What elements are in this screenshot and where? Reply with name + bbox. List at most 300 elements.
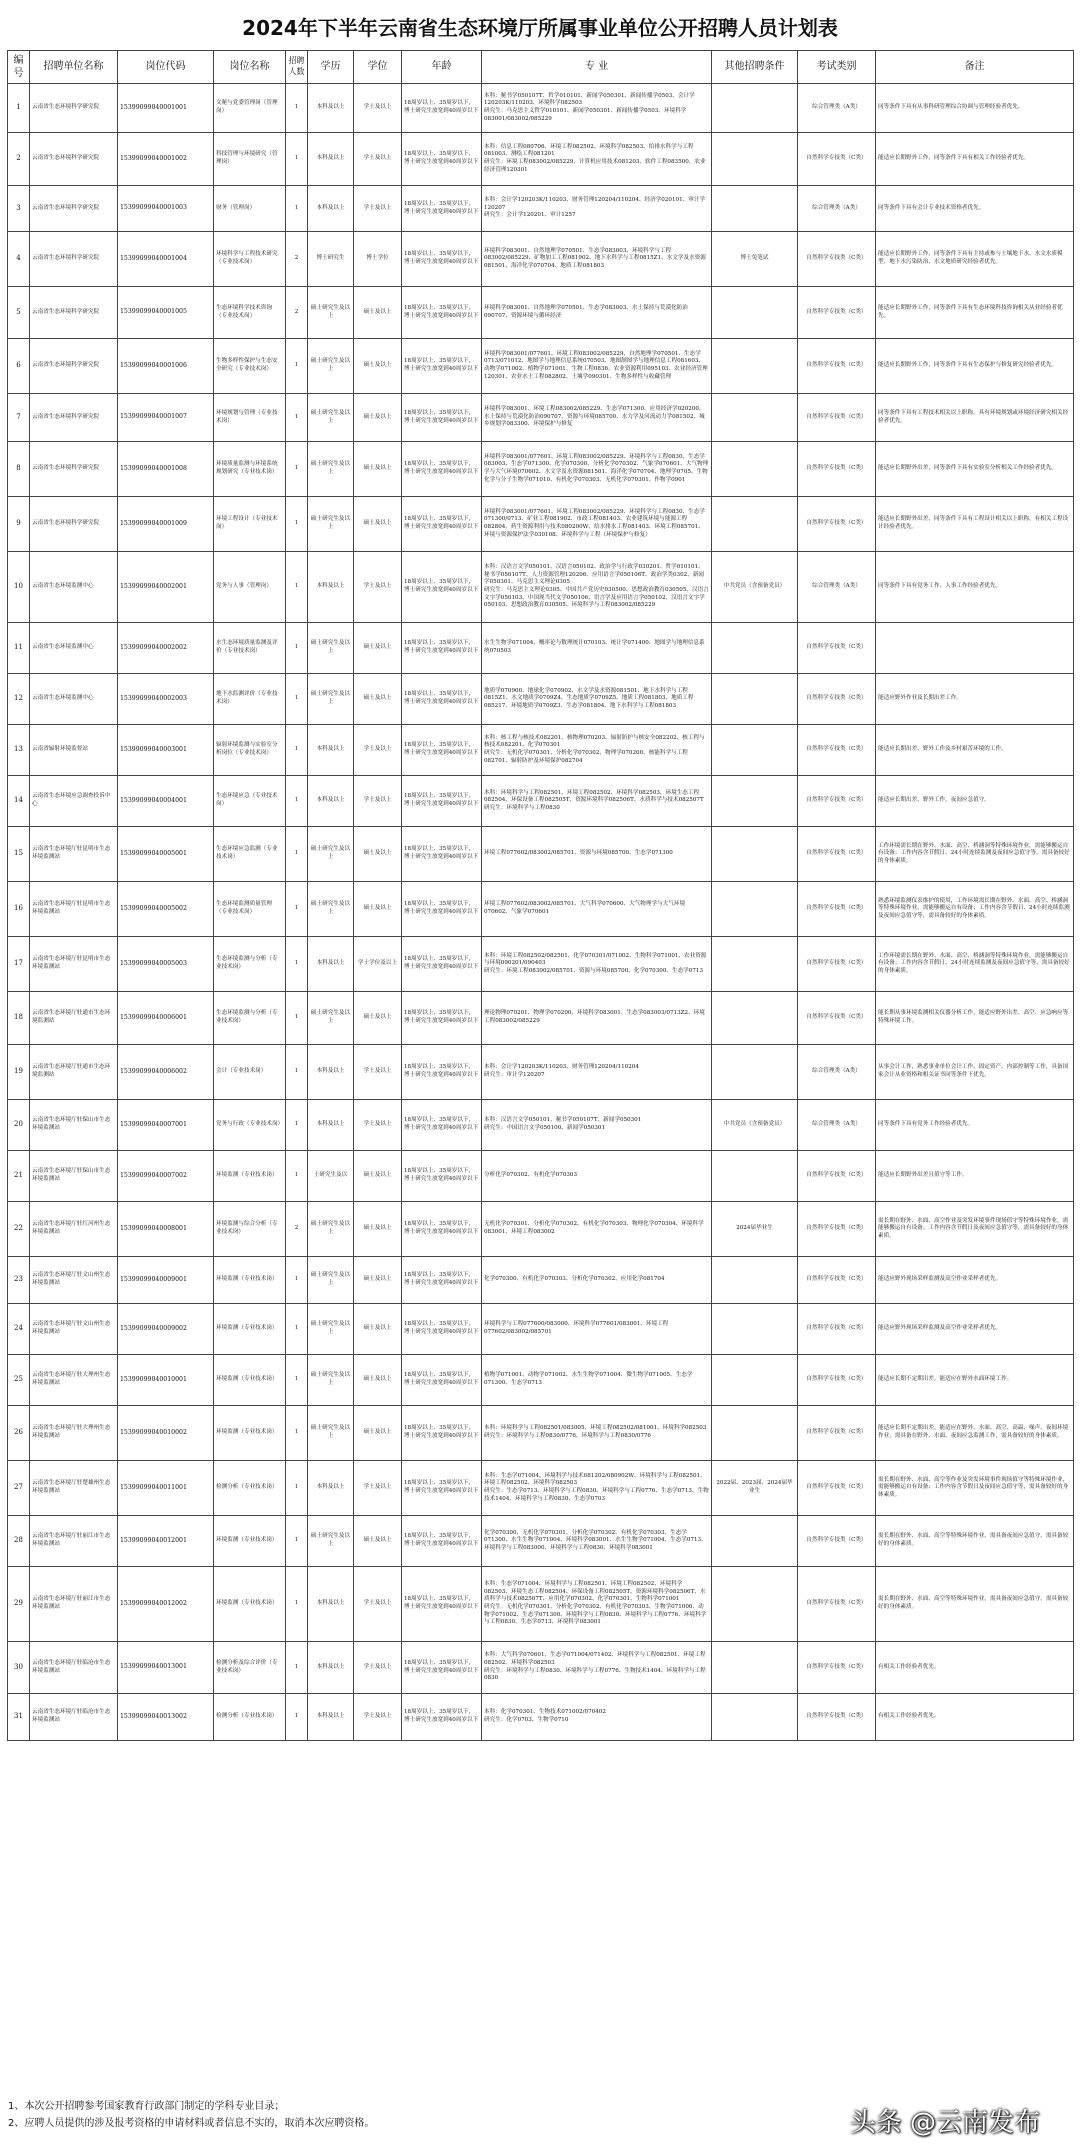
- table-row: [8, 133, 1074, 186]
- header-no: 编号: [8, 51, 30, 84]
- cell-deg: 学士及以上: [354, 1100, 402, 1151]
- cell-no: 23: [8, 1257, 30, 1304]
- cell-exam: 自然科学专技类（C类）: [798, 1151, 876, 1202]
- cell-deg: 硕士及以上: [354, 623, 402, 674]
- cell-age: 18周岁以上、35周岁以下，博士研究生放宽到40周岁以下: [402, 1257, 482, 1304]
- cell-code: 15399099040001005: [118, 287, 214, 339]
- cell-major: 本科：环境科学与工程082501/083005、环境工程082502/081001、环境科学082503 研究生：环境科学与工程0830/0776、环境科学与工程0830/0776: [482, 1406, 712, 1461]
- cell-edu: 本科及以上: [308, 1100, 354, 1151]
- cell-other: [712, 84, 798, 133]
- cell-major: 环境科学083001/077601、环境工程083002/085229、环境科学与工程0830、生态学071300/0713、矿业工程081902、市政工程081403、农业建筑环境与能源工程082804、药生资源利用与技术080200W、给水排水工程081403、环境工程085701、环境与资源保护法学030108、环境科学与工程（环境保护与修复）: [482, 497, 712, 552]
- cell-edu: 硕士研究生及以上: [308, 1516, 354, 1567]
- cell-unit: 云南省生态环境监测中心: [30, 674, 118, 725]
- cell-note: 能适应长期野外工作，同等条件下具有相关工作经验者优先。: [876, 133, 1074, 186]
- cell-code: 15399099040010001: [118, 1355, 214, 1406]
- cell-deg: 硕士及以上: [354, 992, 402, 1045]
- cell-age: 18周岁以上、35周岁以下，博士研究生放宽到40周岁以下: [402, 1694, 482, 1741]
- watermark: 头条 @云南发布: [849, 2108, 1040, 2138]
- cell-note: 需长期在野外、水面、高空等特殊环境作业，需具备夜间应急值守，需具备较好的身体素质。: [876, 1567, 1074, 1642]
- cell-post: 环境监测（专业技术岗）: [214, 1355, 286, 1406]
- cell-deg: 学士及以上: [354, 84, 402, 133]
- cell-edu: 本科及以上: [308, 725, 354, 776]
- cell-num: 1: [286, 1100, 308, 1151]
- cell-major: 地质学070900、地球化学070902、水文学及水资源081501、地下水科学与工程0815Z1、水文地质学0709Z4、生态地质学0709Z5、地质工程081803、地质工程085217、环境地质学0709Z3、生态学081804、地下水科学与工程081803: [482, 674, 712, 725]
- cell-note: 能适应长期出差、野外工作，夜间应急值守。: [876, 776, 1074, 827]
- cell-num: 1: [286, 133, 308, 186]
- cell-edu: 本科及以上: [308, 1694, 354, 1741]
- table-row: [8, 827, 1074, 882]
- cell-age: 18周岁以上、35周岁以下，博士研究生放宽到40周岁以下: [402, 1642, 482, 1694]
- cell-note: 同等条件下具有党务工作、人事工作经验者优先。: [876, 552, 1074, 623]
- cell-deg: 学士及以上: [354, 725, 402, 776]
- table-row: [8, 1045, 1074, 1100]
- cell-post: 生态环境应急（专业技术岗）: [214, 776, 286, 827]
- cell-post: 环境监测（专业技术岗）: [214, 1151, 286, 1202]
- cell-num: 1: [286, 1151, 308, 1202]
- cell-exam: 综合管理类（A类）: [798, 1045, 876, 1100]
- cell-no: 5: [8, 287, 30, 339]
- cell-major: 本科：汉语言文学050101、秘书学050107T、新闻学050301 研究生：中国语言文学050100、新闻学050301: [482, 1100, 712, 1151]
- cell-no: 17: [8, 937, 30, 992]
- cell-note: 需长期在野外、水面、高空等特殊环境作业，需具备夜间应急值守，需具备较好的身体素质。: [876, 1516, 1074, 1567]
- cell-major: 本科：生态学071004、环境科学与工程082501、环境工程082502、环境科学082503、环境生态工程082504、环保设备工程082505T、资源环境科学082506T、水质科学与技术082507T、应用化学070302、化学070301、生物科学071001 研究生：无机化学070301、分析化学070302、有机化学070303、生物学071000、动物学071002、生态学071300、环境科学与工程0830、环境科学与工程0776、环境科学与工程0830、生态学0713、环境科学083001: [482, 1567, 712, 1642]
- cell-age: 18周岁以上、35周岁以下，博士研究生放宽到40周岁以下: [402, 1461, 482, 1516]
- cell-other: 中共党员（含预备党员）: [712, 552, 798, 623]
- header-unit: 招聘单位名称: [30, 51, 118, 84]
- table-row: [8, 287, 1074, 339]
- cell-post: 检测分析（专业技术岗）: [214, 1694, 286, 1741]
- cell-post: 环境监测（专业技术岗）: [214, 1516, 286, 1567]
- cell-deg: 硕士及以上: [354, 1202, 402, 1257]
- cell-deg: 硕士及以上: [354, 1257, 402, 1304]
- cell-major: 本科：会计学120203K/110203、财务管理120204/110204、经济学020101、审计学120207 研究生：会计学120201、审计1257: [482, 186, 712, 232]
- cell-note: 同等条件下具有工程技术相关以上职称，具有环境规划或环境经济研究相关经验者优先。: [876, 394, 1074, 442]
- cell-age: 18周岁以上、35周岁以下，博士研究生放宽到40周岁以下: [402, 1304, 482, 1355]
- cell-num: 1: [286, 1694, 308, 1741]
- cell-note: 能适应长期野外工作，同等条件下具有生态保护与修复研究经验者优先。: [876, 339, 1074, 394]
- cell-note: [876, 623, 1074, 674]
- cell-code: 15399099040006002: [118, 1045, 214, 1100]
- cell-other: [712, 1406, 798, 1461]
- cell-code: 15399099040001006: [118, 339, 214, 394]
- cell-deg: 硕士及以上: [354, 882, 402, 937]
- cell-code: 15399099040011001: [118, 1461, 214, 1516]
- cell-unit: 云南省生态环境科学研究院: [30, 84, 118, 133]
- cell-deg: 硕士及以上: [354, 394, 402, 442]
- cell-exam: 自然科学专技类（C类）: [798, 133, 876, 186]
- cell-post: 检测分析（专业技术岗）: [214, 1461, 286, 1516]
- cell-num: 1: [286, 552, 308, 623]
- cell-age: 18周岁以上、35周岁以下，博士研究生放宽到40周岁以下: [402, 1355, 482, 1406]
- cell-no: 13: [8, 725, 30, 776]
- cell-post: 生态环境监测与分析（专业技术岗）: [214, 937, 286, 992]
- cell-post: 党务与人事（管理岗）: [214, 552, 286, 623]
- cell-other: [712, 1516, 798, 1567]
- cell-major: 本科：化学070301、生物技术071002/070402 研究生：化学0703、生物学0710: [482, 1694, 712, 1741]
- cell-other: [712, 1642, 798, 1694]
- cell-exam: 自然科学专技类（C类）: [798, 827, 876, 882]
- cell-deg: 学士及以上: [354, 552, 402, 623]
- table-header-row: [8, 51, 1074, 84]
- cell-edu: 硕士研究生及以上: [308, 1257, 354, 1304]
- cell-other: [712, 882, 798, 937]
- cell-age: 18周岁以上、35周岁以下，博士研究生放宽到40周岁以下: [402, 1045, 482, 1100]
- cell-exam: 自然科学专技类（C类）: [798, 882, 876, 937]
- cell-other: [712, 623, 798, 674]
- header-exam: 考试类别: [798, 51, 876, 84]
- cell-deg: 硕士及以上: [354, 442, 402, 497]
- cell-edu: 本科及以上: [308, 1642, 354, 1694]
- cell-deg: 博士学位: [354, 232, 402, 287]
- cell-other: [712, 339, 798, 394]
- cell-major: 本科：环境科学与工程082501、环境工程082502、环境科学082503、环境生态工程082504、环保设备工程082505T、资源环境科学082506T、水质科学与技术082507T 研究生：环境科学与工程0830: [482, 776, 712, 827]
- cell-unit: 云南省生态环境科学研究院: [30, 133, 118, 186]
- cell-note: 能长期从事环境监测相关仪器分析工作，能适应野外出差、高空、应急响应等特殊环境工作。: [876, 992, 1074, 1045]
- cell-age: 18周岁以上、35周岁以下，博士研究生放宽到40周岁以下: [402, 937, 482, 992]
- cell-no: 10: [8, 552, 30, 623]
- header-note: 备注: [876, 51, 1074, 84]
- cell-no: 7: [8, 394, 30, 442]
- cell-post: 生态环境监测质量管理（专业技术岗）: [214, 882, 286, 937]
- cell-other: [712, 1304, 798, 1355]
- cell-note: 能适应长期不定期出差，能适应在野外、水面、高空、高温、噪声、夜间环境作业，需具备在野外、水面、夜间应急监测工作，需具备较好的身体素质。: [876, 1406, 1074, 1461]
- table-row: [8, 442, 1074, 497]
- cell-post: 环境质量监测与环境系统规划研究（专业技术岗）: [214, 442, 286, 497]
- cell-no: 26: [8, 1406, 30, 1461]
- cell-edu: 本科及以上: [308, 1567, 354, 1642]
- cell-major: 本科：生态学071004、环境科学与技术081202/080902W、环境科学与工程082501、环境工程082502、环境科学082503 研究生：生态学0713、环境科学与工程0830、环境科学与工程0776、生态学0713、生物技术1404、环境科学与工程0830、生态学0703: [482, 1461, 712, 1516]
- cell-exam: 自然科学专技类（C类）: [798, 1406, 876, 1461]
- cell-edu: 硕士研究生及以上: [308, 1202, 354, 1257]
- header-age: 年龄: [402, 51, 482, 84]
- table-row: [8, 1202, 1074, 1257]
- cell-note: 能适应长期野外出差，同等条件下具有工程设计相关以上职称，有相关工程设计经验者优先。: [876, 497, 1074, 552]
- cell-deg: 硕士及以上: [354, 339, 402, 394]
- cell-edu: 士研究生及以: [308, 1151, 354, 1202]
- cell-other: [712, 1045, 798, 1100]
- cell-num: 1: [286, 1567, 308, 1642]
- table-row: [8, 1151, 1074, 1202]
- cell-code: 15399099040001001: [118, 84, 214, 133]
- cell-major: 理论物理070201、物理学070200、环境科学083001、生态学083003/0713Z2、环境工程083002/085229: [482, 992, 712, 1045]
- cell-edu: 本科及以上: [308, 1045, 354, 1100]
- table-row: [8, 992, 1074, 1045]
- cell-note: 有相关工作经验者优先。: [876, 1642, 1074, 1694]
- table-row: [8, 394, 1074, 442]
- cell-post: 检测分析及综合评价（专业技术岗）: [214, 1642, 286, 1694]
- cell-deg: 硕士及以上: [354, 1151, 402, 1202]
- cell-note: 能适应长期野外出差且值守等工作。: [876, 1151, 1074, 1202]
- header-edu: 学历: [308, 51, 354, 84]
- cell-age: 18周岁以上、35周岁以下，博士研究生放宽到40周岁以下: [402, 287, 482, 339]
- cell-unit: 云南省生态环境科学研究院: [30, 232, 118, 287]
- cell-age: 18周岁以上、35周岁以下，博士研究生放宽到40周岁以下: [402, 776, 482, 827]
- cell-note: 工作环境需长期在野外、水面、高空、桥涵洞等特殊环境作业，需能够搬运自有设备；工作内容含节假日、24小时连续监测及夜间应急值守等，需具备较好的身体素质。: [876, 827, 1074, 882]
- cell-num: 1: [286, 442, 308, 497]
- cell-num: 1: [286, 827, 308, 882]
- cell-major: 环境科学083001、环境工程083002/085229、生态学071300、应用经济学020200、水土保持与荒漠化防治090707、资源与环境085700、水力学及河流动力学081502、城乡规划学083300、环境保护与修复: [482, 394, 712, 442]
- cell-post: 生态环境应急监测（专业技术岗）: [214, 827, 286, 882]
- cell-unit: 云南省生态环境科学研究院: [30, 497, 118, 552]
- cell-major: 本科：信息工程080706、环境工程082502、环境科学082503、给排水科学与工程081003、测绘工程081201 研究生：环境工程083002/085229、计算机应用技术081203、软件工程083500、农业经济管理120301: [482, 133, 712, 186]
- cell-major: 本科：核工程与核技术082201、核物理070203、辐射防护与核安全082202、核工程与核技术082201、化学070301 研究生：无机化学070301、分析化学070302、物理学070200、核能科学与工程082701、辐射防护及环境保护082704: [482, 725, 712, 776]
- table-row: [8, 1304, 1074, 1355]
- cell-code: 15399099040009002: [118, 1304, 214, 1355]
- table-row: [8, 339, 1074, 394]
- cell-note: 从事会计工作，熟悉事业单位会计工作、固定资产、内部控制等工作，具备国家会计从业资格和相关证书同等条件下优先。: [876, 1045, 1074, 1100]
- cell-note: 工作环境需长期在野外、水面、高空、桥涵洞等特殊环境作业，需能够搬运自有设备；工作内容含节假日、24小时连续监测及夜间应急值守等，需具备较好的身体素质。: [876, 937, 1074, 992]
- cell-major: 化学070300、无机化学070301、分析化学070302、有机化学070303、生态学071300、水生生物学071004、环境科学083001、水生生物学071004、生态学0713、环境科学与工程083000、环境科学与工程0830、环境科学083001: [482, 1516, 712, 1567]
- cell-deg: 硕士及以上: [354, 1406, 402, 1461]
- cell-no: 11: [8, 623, 30, 674]
- cell-age: 18周岁以上、35周岁以下，博士研究生放宽到40周岁以下: [402, 84, 482, 133]
- header-num: 招聘人数: [286, 51, 308, 84]
- cell-code: 15399099040005003: [118, 937, 214, 992]
- cell-edu: 硕士研究生及以上: [308, 497, 354, 552]
- cell-num: 1: [286, 623, 308, 674]
- cell-no: 8: [8, 442, 30, 497]
- cell-code: 15399099040009001: [118, 1257, 214, 1304]
- cell-code: 15399099040001007: [118, 394, 214, 442]
- cell-unit: 云南省生态环境科学研究院: [30, 186, 118, 232]
- cell-note: 需长期在野外、水面、高空作业及突发环境事件现场值守等特殊环境作业，需能够搬运自有设备；工作内容含节假日及夜间应急值守等，需具备较好的身体素质。: [876, 1202, 1074, 1257]
- cell-other: [712, 1355, 798, 1406]
- cell-num: 2: [286, 287, 308, 339]
- cell-other: [712, 1257, 798, 1304]
- cell-num: 1: [286, 339, 308, 394]
- cell-no: 29: [8, 1567, 30, 1642]
- cell-exam: 自然科学专技类（C类）: [798, 725, 876, 776]
- cell-deg: 硕士及以上: [354, 674, 402, 725]
- cell-age: 18周岁以上、35周岁以下，博士研究生放宽到40周岁以下: [402, 725, 482, 776]
- header-major: 专 业: [482, 51, 712, 84]
- cell-other: [712, 1151, 798, 1202]
- cell-exam: 自然科学专技类（C类）: [798, 339, 876, 394]
- cell-num: 1: [286, 725, 308, 776]
- cell-unit: 云南省生态环境厅驻保山市生态环境监测站: [30, 1100, 118, 1151]
- cell-code: 15399099040002002: [118, 623, 214, 674]
- table-row: [8, 232, 1074, 287]
- cell-exam: 自然科学专技类（C类）: [798, 623, 876, 674]
- cell-code: 15399099040012002: [118, 1567, 214, 1642]
- table-row: [8, 937, 1074, 992]
- table-row: [8, 1406, 1074, 1461]
- cell-num: 1: [286, 1406, 308, 1461]
- table-row: [8, 623, 1074, 674]
- table-row: [8, 882, 1074, 937]
- cell-exam: 自然科学专技类（C类）: [798, 1461, 876, 1516]
- cell-note: 同等条件下具有从事科研管理综合协调与管理经验者优先。: [876, 84, 1074, 133]
- cell-no: 12: [8, 674, 30, 725]
- cell-post: 辐射环境监测与实验室分析岗位（专业技术岗）: [214, 725, 286, 776]
- cell-deg: 学士及以上: [354, 1567, 402, 1642]
- cell-age: 18周岁以上、35周岁以下，博士研究生放宽到40周岁以下: [402, 497, 482, 552]
- cell-exam: 自然科学专技类（C类）: [798, 1202, 876, 1257]
- cell-num: 1: [286, 992, 308, 1045]
- table-row: [8, 186, 1074, 232]
- cell-no: 4: [8, 232, 30, 287]
- table-row: [8, 1461, 1074, 1516]
- cell-unit: 云南省生态环境厅驻红河州生态环境监测站: [30, 1202, 118, 1257]
- table-row: [8, 776, 1074, 827]
- cell-age: 18周岁以上、35周岁以下，博士研究生放宽到40周岁以下: [402, 552, 482, 623]
- header-deg: 学位: [354, 51, 402, 84]
- cell-exam: 自然科学专技类（C类）: [798, 1304, 876, 1355]
- cell-major: 环境科学083001/077601、环境工程083002/085229、环境科学与工程0830、生态学083003、生态学071300、化学070300、分析化学070302、气象学070601、大气物理学与大气环境070602、水文学及水资源081501、海洋化学070704、地理学0705、生物化学与分子生物学071010、有机化学070303、无机化学070301、作物学0901: [482, 442, 712, 497]
- cell-num: 1: [286, 1257, 308, 1304]
- cell-age: 18周岁以上、35周岁以下，博士研究生放宽到40周岁以下: [402, 992, 482, 1045]
- cell-no: 30: [8, 1642, 30, 1694]
- cell-code: 15399099040013001: [118, 1642, 214, 1694]
- cell-edu: 本科及以上: [308, 776, 354, 827]
- cell-other: 中共党员（含预备党员）: [712, 1100, 798, 1151]
- header-other: 其他招聘条件: [712, 51, 798, 84]
- cell-deg: 学士学位及以上: [354, 937, 402, 992]
- cell-age: 18周岁以上、35周岁以下，博士研究生放宽到40周岁以下: [402, 1406, 482, 1461]
- cell-exam: 自然科学专技类（C类）: [798, 937, 876, 992]
- cell-deg: 硕士及以上: [354, 287, 402, 339]
- cell-unit: 云南省生态环境厅驻昆明市生态环境监测站: [30, 937, 118, 992]
- cell-edu: 硕士研究生及以上: [308, 1406, 354, 1461]
- cell-exam: 自然科学专技类（C类）: [798, 442, 876, 497]
- cell-exam: 自然科学专技类（C类）: [798, 232, 876, 287]
- cell-no: 20: [8, 1100, 30, 1151]
- cell-exam: 自然科学专技类（C类）: [798, 776, 876, 827]
- cell-major: 化学070300、有机化学070303、分析化学070302、应用化学081704: [482, 1257, 712, 1304]
- page-title: 2024年下半年云南省生态环境厅所属事业单位公开招聘人员计划表: [242, 16, 838, 40]
- cell-deg: 硕士及以上: [354, 1516, 402, 1567]
- cell-unit: 云南省生态环境科学研究院: [30, 287, 118, 339]
- cell-exam: 自然科学专技类（C类）: [798, 394, 876, 442]
- cell-post: 环境规划与管理（专业技术岗）: [214, 394, 286, 442]
- cell-age: 18周岁以上、35周岁以下，博士研究生放宽到40周岁以下: [402, 623, 482, 674]
- cell-exam: 自然科学专技类（C类）: [798, 287, 876, 339]
- cell-age: 18周岁以上、35周岁以下，博士研究生放宽到40周岁以下: [402, 442, 482, 497]
- cell-unit: 云南省生态环境科学研究院: [30, 442, 118, 497]
- cell-no: 1: [8, 84, 30, 133]
- cell-deg: 学士及以上: [354, 133, 402, 186]
- cell-num: 1: [286, 776, 308, 827]
- cell-unit: 云南省生态环境厅驻昆明市生态环境监测站: [30, 827, 118, 882]
- cell-note: 同等条件下具有会计专业技术资格者优先。: [876, 186, 1074, 232]
- cell-age: 18周岁以上、35周岁以下，博士研究生放宽到40周岁以下: [402, 1567, 482, 1642]
- table-row: [8, 1257, 1074, 1304]
- cell-code: 15399099040001002: [118, 133, 214, 186]
- table-row: [8, 1694, 1074, 1741]
- cell-edu: 硕士研究生及以上: [308, 623, 354, 674]
- cell-num: 1: [286, 1045, 308, 1100]
- cell-note: 能适应野外现场采样监测及高空作业采样者优先。: [876, 1257, 1074, 1304]
- cell-num: 2: [286, 1202, 308, 1257]
- table-row: [8, 1100, 1074, 1151]
- footnote-2: 2、应聘人员提供的涉及报考资格的申请材料或者信息不实的，取消本次应聘资格。: [8, 2118, 375, 2129]
- cell-exam: 自然科学专技类（C类）: [798, 1257, 876, 1304]
- cell-no: 9: [8, 497, 30, 552]
- cell-edu: 本科及以上: [308, 133, 354, 186]
- footnotes: [8, 2098, 374, 2132]
- cell-code: 15399099040007002: [118, 1151, 214, 1202]
- cell-exam: 自然科学专技类（C类）: [798, 497, 876, 552]
- table-row: [8, 84, 1074, 133]
- cell-deg: 学士及以上: [354, 186, 402, 232]
- cell-unit: 云南省生态环境科学研究院: [30, 394, 118, 442]
- cell-exam: 自然科学专技类（C类）: [798, 1355, 876, 1406]
- cell-post: 生态环境科学技术咨询（专业技术岗）: [214, 287, 286, 339]
- cell-no: 22: [8, 1202, 30, 1257]
- cell-num: 1: [286, 394, 308, 442]
- cell-unit: 云南省生态环境厅驻大理州生态环境监测站: [30, 1355, 118, 1406]
- cell-age: 18周岁以上、35周岁以下，博士研究生放宽到40周岁以下: [402, 827, 482, 882]
- cell-post: 科技管理与环境研究（管理岗）: [214, 133, 286, 186]
- table-row: [8, 497, 1074, 552]
- cell-edu: 本科及以上: [308, 937, 354, 992]
- cell-exam: 自然科学专技类（C类）: [798, 674, 876, 725]
- cell-major: 植物学071001、动物学071002、水生生物学071004、微生物学071005、生态学071300、生态学0713: [482, 1355, 712, 1406]
- cell-no: 21: [8, 1151, 30, 1202]
- cell-code: 15399099040002003: [118, 674, 214, 725]
- cell-code: 15399099040001004: [118, 232, 214, 287]
- cell-note: 有相关工作经验者优先。: [876, 1694, 1074, 1741]
- cell-deg: 学士及以上: [354, 776, 402, 827]
- cell-exam: 综合管理类（A类）: [798, 84, 876, 133]
- cell-unit: 云南省生态环境厅驻大理州生态环境监测站: [30, 1406, 118, 1461]
- cell-age: 18周岁以上、35周岁以下，博士研究生放宽到40周岁以下: [402, 882, 482, 937]
- cell-other: [712, 937, 798, 992]
- cell-unit: 云南省生态环境厅驻文山州生态环境监测站: [30, 1304, 118, 1355]
- cell-note: 能适应长期野外工作，同等条件下具有主持或参与土壤地下水、水文水质模型、地下水污染防治、水文地质研究经验者优先。: [876, 232, 1074, 287]
- cell-no: 6: [8, 339, 30, 394]
- cell-code: 15399099040007001: [118, 1100, 214, 1151]
- cell-post: 会计（专业技术岗）: [214, 1045, 286, 1100]
- cell-exam: 综合管理类（A类）: [798, 186, 876, 232]
- cell-num: 1: [286, 1461, 308, 1516]
- cell-exam: 综合管理类（A类）: [798, 1100, 876, 1151]
- cell-exam: 自然科学专技类（C类）: [798, 992, 876, 1045]
- cell-edu: 硕士研究生及以上: [308, 394, 354, 442]
- cell-code: 15399099040012001: [118, 1516, 214, 1567]
- cell-edu: 硕士研究生及以上: [308, 1355, 354, 1406]
- cell-num: 1: [286, 674, 308, 725]
- cell-post: 财务（管理岗）: [214, 186, 286, 232]
- cell-post: 环境监测与综合分析（专业技术岗）: [214, 1202, 286, 1257]
- cell-note: 能适应长期不定期出差，能适应在野外水面环境工作。: [876, 1355, 1074, 1406]
- cell-num: 1: [286, 1355, 308, 1406]
- cell-other: [712, 394, 798, 442]
- cell-edu: 硕士研究生及以上: [308, 442, 354, 497]
- cell-other: [712, 186, 798, 232]
- cell-edu: 硕士研究生及以上: [308, 339, 354, 394]
- cell-code: 15399099040003001: [118, 725, 214, 776]
- cell-no: 27: [8, 1461, 30, 1516]
- cell-edu: 本科及以上: [308, 186, 354, 232]
- header-post: 岗位名称: [214, 51, 286, 84]
- cell-other: [712, 992, 798, 1045]
- cell-edu: 本科及以上: [308, 84, 354, 133]
- cell-major: 水生生物学071004、概率论与数理统计070103、统计学071400、地图学与地理信息系统070503: [482, 623, 712, 674]
- cell-unit: 云南省生态环境厅驻楚雄州生态环境监测站: [30, 1461, 118, 1516]
- table-row: [8, 725, 1074, 776]
- cell-note: 能适应长期野外工作，同等条件下具有生态环境科技咨询相关从业经验者优先。: [876, 287, 1074, 339]
- cell-other: [712, 827, 798, 882]
- cell-num: 1: [286, 1516, 308, 1567]
- cell-post: 生态环境监测与分析（专业技术岗）: [214, 992, 286, 1045]
- cell-other: [712, 442, 798, 497]
- cell-no: 15: [8, 827, 30, 882]
- cell-post: 水生态环境质量监测及评价（专业技术岗）: [214, 623, 286, 674]
- cell-post: 环境监测（专业技术岗）: [214, 1406, 286, 1461]
- cell-no: 31: [8, 1694, 30, 1741]
- cell-note: 能适应野外作业及长期出差工作。: [876, 674, 1074, 725]
